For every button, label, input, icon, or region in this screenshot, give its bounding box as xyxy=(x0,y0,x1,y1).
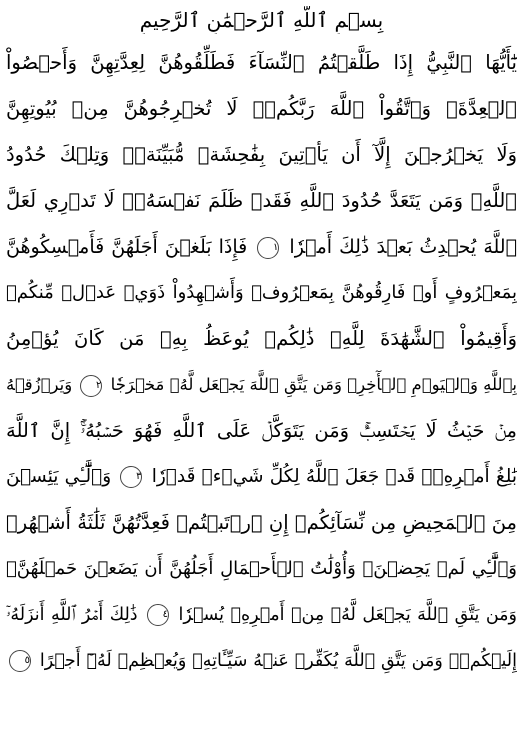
line-text: وَٱلَّٰٓـِٔي يَئِسۡنَ xyxy=(6,466,112,487)
line-text: ٱللَّهِۚ وَمَن يَتَعَدَّ حُدُودَ ٱللَّهِ فَقَدۡ ظَلَمَ نَفۡسَهُۥۚ لَا تَدۡرِي لَعَلَّ xyxy=(6,189,517,212)
text-line-5 xyxy=(6,224,517,270)
text-line-1 xyxy=(6,40,517,86)
line-text: وَلَا يَخۡرُجۡنَ إِلَّآ أَن يَأۡتِينَ بِفَٰحِشَةٖ مُّبَيِّنَةٖۚ وَتِلۡكَ حُدُودُ xyxy=(6,143,517,166)
verse-text xyxy=(6,40,517,684)
line-text: يَٰٓأَيُّهَا ٱلنَّبِيُّ إِذَا طَلَّقۡتُمُ ٱلنِّسَآءَ فَطَلِّقُوهُنَّ لِعِدَّتِهِنَّ وَأَحۡصُواْ xyxy=(6,51,517,74)
text-line-6 xyxy=(6,270,517,316)
ayah-number-marker: ٣ xyxy=(120,466,142,488)
line-text: ٱلۡعِدَّةَۖ وَٱتَّقُواْ ٱللَّهَ رَبَّكُمۡۖ لَا تُخۡرِجُوهُنَّ مِنۢ بُيُوتِهِنَّ xyxy=(6,97,517,120)
line-text: وَيَرۡزُقۡهُ xyxy=(6,375,73,394)
line-text: بَٰلِغُ أَمۡرِهِۦۚ قَدۡ جَعَلَ ٱللَّهُ لِكُلِّ شَيۡءٖ قَدۡرٗا xyxy=(151,466,517,487)
ayah-number-marker: ٢ xyxy=(80,375,102,397)
line-text: بِمَعۡرُوفٍ أَوۡ فَارِقُوهُنَّ بِمَعۡرُوفٖ وَأَشۡهِدُواْ ذَوَيۡ عَدۡلٖ مِّنكُمۡ xyxy=(6,282,517,303)
line-text: مِنۡ حَيۡثُ لَا يَحۡتَسِبُۚ وَمَن يَتَوَكَّلۡ عَلَى ٱللَّهِ فَهُوَ حَسۡبُهُۥٓۚ إِنَّ ٱللَّهَ xyxy=(6,419,517,442)
line-text: وَمَن يَتَّقِ ٱللَّهَ يَجۡعَل لَّهُۥ مِنۡ أَمۡرِهِۦ يُسۡرٗا xyxy=(178,605,517,625)
ayah-number-marker: ٤ xyxy=(147,604,169,626)
text-line-9 xyxy=(6,408,517,454)
text-line-4 xyxy=(6,178,517,224)
text-line-14 xyxy=(6,638,517,684)
ayah-number-marker: ٥ xyxy=(9,650,31,672)
text-line-11 xyxy=(6,500,517,546)
text-line-12 xyxy=(6,546,517,592)
line-text: بِٱللَّهِ وَٱلۡيَوۡمِ ٱلۡأٓخِرِۚ وَمَن يَتَّقِ ٱللَّهَ يَجۡعَل لَّهُۥ مَخۡرَجٗا xyxy=(110,375,517,394)
text-line-2 xyxy=(6,86,517,132)
text-line-7 xyxy=(6,316,517,362)
line-text: فَإِذَا بَلَغۡنَ أَجَلَهُنَّ فَأَمۡسِكُوهُنَّ xyxy=(6,236,248,258)
line-text: وَأَقِيمُواْ ٱلشَّهَٰدَةَ لِلَّهِۚ ذَٰلِكُمۡ يُوعَظُ بِهِۦ مَن كَانَ يُؤۡمِنُ xyxy=(6,327,517,350)
text-line-8 xyxy=(6,362,517,408)
line-text: وَٱلَّٰٓـِٔي لَمۡ يَحِضۡنَۚ وَأُوْلَٰتُ ٱلۡأَحۡمَالِ أَجَلُهُنَّ أَن يَضَعۡنَ حَمۡلَهُنَّۚ xyxy=(6,558,517,579)
line-text: إِلَيۡكُمۡۚ وَمَن يَتَّقِ ٱللَّهَ يُكَفِّرۡ عَنۡهُ سَيِّـَٔاتِهِۦ وَيُعۡظِمۡ لَهُۥٓ أَجۡرًا xyxy=(39,651,517,671)
text-line-3 xyxy=(6,132,517,178)
ayah-number-marker: ١ xyxy=(257,237,279,259)
text-line-10 xyxy=(6,454,517,500)
line-text: ٱللَّهَ يُحۡدِثُ بَعۡدَ ذَٰلِكَ أَمۡرٗا xyxy=(289,236,517,258)
basmala: بِسۡمِ ٱللَّهِ ٱلرَّحۡمَٰنِ ٱلرَّحِيمِ xyxy=(139,8,384,32)
line-text: ذَٰلِكَ أَمۡرُ ٱللَّهِ أَنزَلَهُۥٓ xyxy=(6,605,138,625)
text-line-13 xyxy=(6,592,517,638)
line-text: مِنَ ٱلۡمَحِيضِ مِن نِّسَآئِكُمۡ إِنِ ٱرۡتَبۡتُمۡ فَعِدَّتُهُنَّ ثَلَٰثَةُ أَشۡهُرٖ xyxy=(6,511,517,534)
